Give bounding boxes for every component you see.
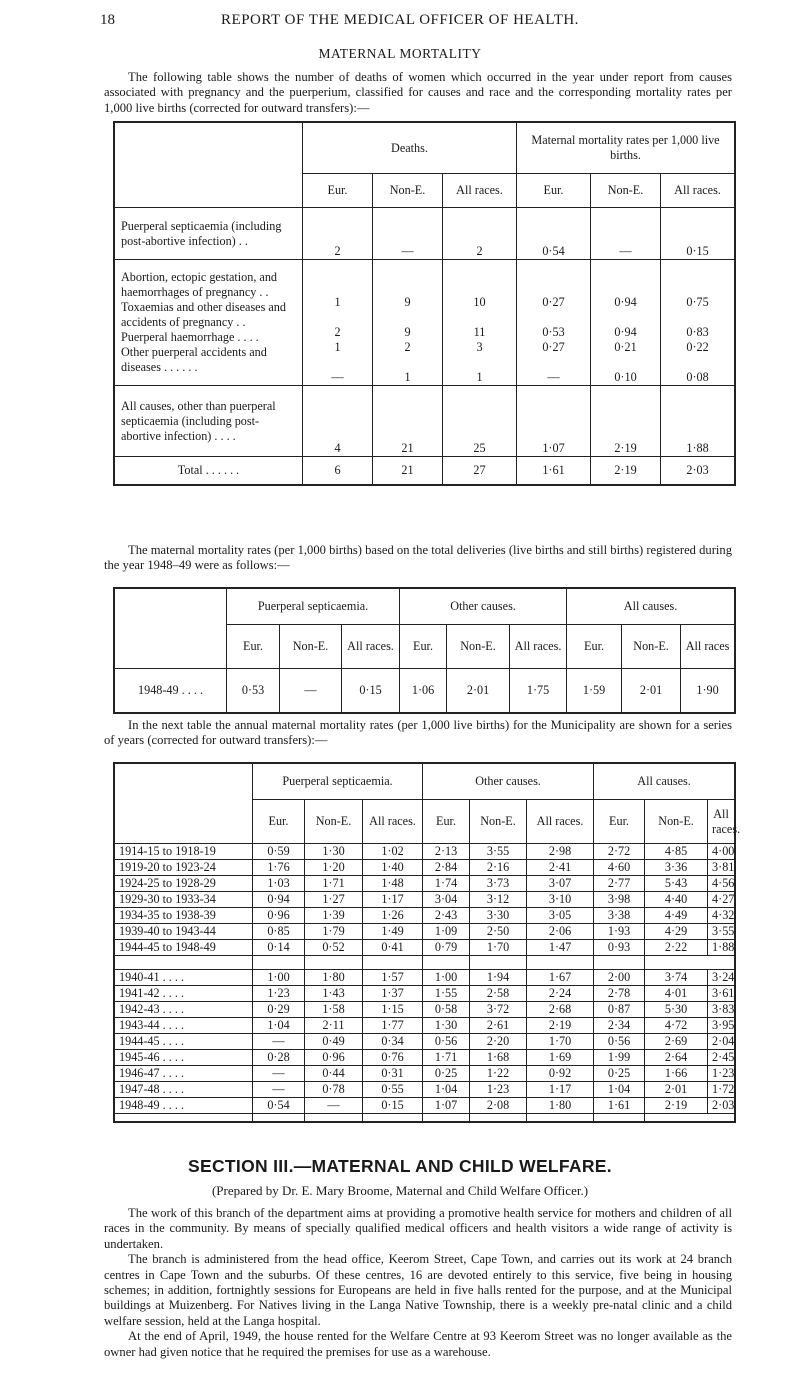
- table-row: [115, 986, 735, 1002]
- column-header: Non-E.: [305, 800, 363, 844]
- column-header: Non-E.: [280, 625, 342, 669]
- table-cell: 10 11 3 1: [443, 260, 517, 386]
- column-header: All races.: [527, 800, 594, 844]
- row-label: 1941-42 . . . .: [115, 986, 253, 1002]
- table-cell: 2·01: [645, 1082, 708, 1098]
- table-cell: 1·43: [305, 986, 363, 1002]
- table-cell: 0·75 0·83 0·22 0·08: [661, 260, 735, 386]
- table-cell: 3·12: [470, 892, 527, 908]
- column-header: Eur.: [517, 174, 591, 208]
- table-cell: 2·78: [594, 986, 645, 1002]
- row-label: 1929-30 to 1933-34: [115, 892, 253, 908]
- table-row: [115, 1066, 735, 1082]
- table-cell: 2·01: [622, 669, 681, 713]
- table-cell: 1·61: [594, 1098, 645, 1114]
- table-cell: 3·61: [708, 986, 735, 1002]
- table-cell: 4·72: [645, 1018, 708, 1034]
- table-cell: 1·75: [510, 669, 567, 713]
- paragraph-total-deliveries: The maternal mortality rates (per 1,000 births) based on the total deliveries (live births and still births) registered during the year 1948–49 were as follows:—: [104, 543, 732, 573]
- section-iii-title: SECTION III.—MATERNAL AND CHILD WELFARE.: [188, 1156, 612, 1176]
- prepared-by-note: (Prepared by Dr. E. Mary Broome, Maternal and Child Welfare Officer.): [211, 1183, 589, 1198]
- table-cell: 1·77: [363, 1018, 423, 1034]
- table-cell: 2·84: [423, 860, 470, 876]
- table1-group-rates: Maternal mortality rates per 1,000 live births.: [517, 123, 735, 174]
- table-cell: 1·00: [253, 970, 305, 986]
- table-cell: 1·39: [305, 908, 363, 924]
- table-cell: 1·71: [305, 876, 363, 892]
- table-cell: 0·49: [305, 1034, 363, 1050]
- table-cell: 0·96: [253, 908, 305, 924]
- table-cell: 0·92: [527, 1066, 594, 1082]
- table2-group-all: All causes.: [567, 589, 735, 625]
- table-cell: 2·19: [527, 1018, 594, 1034]
- table-cell: 0·31: [363, 1066, 423, 1082]
- table-cell: 1·15: [363, 1002, 423, 1018]
- table2-group-septicaemia: Puerperal septicaemia.: [227, 589, 400, 625]
- table-cell: 1·49: [363, 924, 423, 940]
- column-header: Eur.: [567, 625, 622, 669]
- table-cell: 1·80: [305, 970, 363, 986]
- table-cell: 1·74: [423, 876, 470, 892]
- table-cell: 0·94: [253, 892, 305, 908]
- table-cell: 1·68: [470, 1050, 527, 1066]
- table-cell: 3·72: [470, 1002, 527, 1018]
- table-cell: 1·26: [363, 908, 423, 924]
- table-cell: 3·04: [423, 892, 470, 908]
- table-cell: 0·52: [305, 940, 363, 956]
- table3-spacer: [115, 1114, 735, 1122]
- table-cell: 2·41: [527, 860, 594, 876]
- section-iii-paragraph: The branch is administered from the head office, Keerom Street, Cape Town, and carries out its work at 24 branch centres in Cape Town and the suburbs. Of these centres, 16 are devoted entirely to this service, five being in housing schemes; in addition, fortnightly sessions for Europeans are held in five halls rented for the purpose, and at the Municipal buildings at Muizenberg. For Natives living in the Langa Native Township, there is a weekly pre-natal clinic and a child welfare session, held at the Langa hospital.: [104, 1252, 732, 1328]
- column-header: Non-E.: [470, 800, 527, 844]
- table-cell: 2·03: [661, 457, 735, 485]
- table-cell: 1·17: [363, 892, 423, 908]
- table-cell: —: [373, 208, 443, 260]
- table-cell: 3·55: [708, 924, 735, 940]
- table-cell: 2·69: [645, 1034, 708, 1050]
- column-header: All races.: [342, 625, 400, 669]
- table-cell: 2: [303, 208, 373, 260]
- table-cell: —: [280, 669, 342, 713]
- table-row: [115, 860, 735, 876]
- table-cell: 1·80: [527, 1098, 594, 1114]
- table-cell: 3·98: [594, 892, 645, 908]
- table2-corner: [115, 589, 227, 669]
- table-cell: 1·40: [363, 860, 423, 876]
- row-label: 1939-40 to 1943-44: [115, 924, 253, 940]
- table-cell: 2·19: [591, 386, 661, 457]
- table-cell: 3·74: [645, 970, 708, 986]
- table-cell: 0·93: [594, 940, 645, 956]
- table-cell: 2·20: [470, 1034, 527, 1050]
- table-cell: 0·59: [253, 844, 305, 860]
- table-row: [115, 876, 735, 892]
- table-cell: 2·04: [708, 1034, 735, 1050]
- table-cell: 2·45: [708, 1050, 735, 1066]
- table-cell: 2·11: [305, 1018, 363, 1034]
- table-cell: 0·25: [594, 1066, 645, 1082]
- table-cell: 0·96: [305, 1050, 363, 1066]
- table-cell: 1·88: [661, 386, 735, 457]
- table1-row-total: [115, 457, 735, 485]
- table-cell: 2·72: [594, 844, 645, 860]
- column-header: Non-E.: [622, 625, 681, 669]
- paragraph-annual-rates: In the next table the annual maternal mortality rates (per 1,000 live births) for the Municipality are shown for a series of years (corrected for outward transfers):—: [104, 718, 732, 748]
- table-cell: 4·32: [708, 908, 735, 924]
- table-cell: 3·07: [527, 876, 594, 892]
- table-cell: 4·01: [645, 986, 708, 1002]
- table-cell: 1·48: [363, 876, 423, 892]
- column-header: All races.: [443, 174, 517, 208]
- table-cell: 3·05: [527, 908, 594, 924]
- report-title: REPORT OF THE MEDICAL OFFICER OF HEALTH.: [221, 12, 579, 28]
- table-cell: 1·02: [363, 844, 423, 860]
- column-header: Non-E.: [645, 800, 708, 844]
- table3-group-all: All causes.: [594, 764, 735, 800]
- table-cell: 4·29: [645, 924, 708, 940]
- table-cell: 1·00: [423, 970, 470, 986]
- section-iii-paragraph: The work of this branch of the department aims at providing a promotive health service for mothers and children of all races in the community. By means of specially qualified medical officers and health visitors a wide range of activity is undertaken.: [104, 1206, 732, 1251]
- table-cell: 1·79: [305, 924, 363, 940]
- table-cell: 0·87: [594, 1002, 645, 1018]
- table-cell: 3·55: [470, 844, 527, 860]
- column-header: Eur.: [303, 174, 373, 208]
- table-cell: 2: [443, 208, 517, 260]
- table-cell: 3·81: [708, 860, 735, 876]
- table-cell: 1·30: [423, 1018, 470, 1034]
- table-cell: 0·27 0·53 0·27 —: [517, 260, 591, 386]
- table-cell: 1·71: [423, 1050, 470, 1066]
- column-header: Eur.: [253, 800, 305, 844]
- table-row: [115, 970, 735, 986]
- table3-group-septicaemia: Puerperal septicaemia.: [253, 764, 423, 800]
- table-cell: 2·22: [645, 940, 708, 956]
- intro-paragraph: The following table shows the number of deaths of women which occurred in the year under report from causes associated with pregnancy and the puerperium, classified for causes and race and the corresponding mortality rates per 1,000 live births (corrected for outward transfers):—: [104, 70, 732, 115]
- table-cell: 0·41: [363, 940, 423, 956]
- table-cell: 2·08: [470, 1098, 527, 1114]
- section-heading-maternal-mortality: MATERNAL MORTALITY: [318, 46, 482, 61]
- column-header: Non-E.: [373, 174, 443, 208]
- table-cell: —: [591, 208, 661, 260]
- table-cell: 2·61: [470, 1018, 527, 1034]
- table-cell: 1·27: [305, 892, 363, 908]
- table-cell: —: [253, 1034, 305, 1050]
- table-cell: 0·79: [423, 940, 470, 956]
- column-header: All races.: [363, 800, 423, 844]
- table-cell: 0·25: [423, 1066, 470, 1082]
- table-cell: 3·38: [594, 908, 645, 924]
- table-row: [115, 1034, 735, 1050]
- table2-row: [115, 669, 735, 713]
- table-cell: 1·70: [527, 1034, 594, 1050]
- table-cell: 0·44: [305, 1066, 363, 1082]
- table-cell: 4·49: [645, 908, 708, 924]
- column-header: All races: [681, 625, 735, 669]
- table-cell: 21: [373, 457, 443, 485]
- table-cell: 1·23: [253, 986, 305, 1002]
- table-cell: 2·77: [594, 876, 645, 892]
- table-cell: 0·78: [305, 1082, 363, 1098]
- table-row: [115, 1002, 735, 1018]
- table-row: [115, 940, 735, 956]
- page-number: 18: [100, 12, 115, 28]
- table-cell: 2·64: [645, 1050, 708, 1066]
- table-cell: 3·24: [708, 970, 735, 986]
- table-cell: —: [253, 1066, 305, 1082]
- column-header: Eur.: [594, 800, 645, 844]
- annual-rates-table: [114, 763, 741, 1122]
- table-row: [115, 844, 735, 860]
- row-label: 1919-20 to 1923-24: [115, 860, 253, 876]
- table-cell: 0·53: [227, 669, 280, 713]
- row-label: Total . . . . . .: [115, 457, 303, 485]
- table-cell: 1·55: [423, 986, 470, 1002]
- table-cell: 0·54: [253, 1098, 305, 1114]
- table-cell: 1·90: [681, 669, 735, 713]
- table3-group-other: Other causes.: [423, 764, 594, 800]
- table-row: [115, 1098, 735, 1114]
- section-iii-paragraph: At the end of April, 1949, the house rented for the Welfare Centre at 93 Keerom Street was no longer available as the owner had given notice that he required the premises for use as a warehouse.: [104, 1329, 732, 1359]
- column-header: Eur.: [227, 625, 280, 669]
- row-label: 1944-45 . . . .: [115, 1034, 253, 1050]
- table1-row-other-causes: [115, 260, 735, 386]
- table-cell: 0·56: [423, 1034, 470, 1050]
- table-cell: 0·14: [253, 940, 305, 956]
- table-row: [115, 924, 735, 940]
- table-cell: 2·24: [527, 986, 594, 1002]
- table-cell: —: [305, 1098, 363, 1114]
- row-label: 1944-45 to 1948-49: [115, 940, 253, 956]
- table-row: [115, 892, 735, 908]
- table-cell: 0·28: [253, 1050, 305, 1066]
- table-cell: 0·55: [363, 1082, 423, 1098]
- table-cell: 4·40: [645, 892, 708, 908]
- maternal-deaths-table: [114, 122, 735, 485]
- table-cell: 2·50: [470, 924, 527, 940]
- table-cell: 2·13: [423, 844, 470, 860]
- row-label: 1934-35 to 1938-39: [115, 908, 253, 924]
- row-label: 1942-43 . . . .: [115, 1002, 253, 1018]
- table-cell: 1·76: [253, 860, 305, 876]
- table-cell: 1·04: [253, 1018, 305, 1034]
- table-cell: 4·27: [708, 892, 735, 908]
- table-cell: 0·54: [517, 208, 591, 260]
- table-cell: 3·95: [708, 1018, 735, 1034]
- table-cell: 1·70: [470, 940, 527, 956]
- table-cell: 1·93: [594, 924, 645, 940]
- table-cell: 1·59: [567, 669, 622, 713]
- table-row: [115, 1018, 735, 1034]
- table-cell: 1 2 1 —: [303, 260, 373, 386]
- row-label: 1940-41 . . . .: [115, 970, 253, 986]
- table-cell: 1·03: [253, 876, 305, 892]
- table-cell: 3·10: [527, 892, 594, 908]
- table-cell: 1·67: [527, 970, 594, 986]
- table-cell: 1·22: [470, 1066, 527, 1082]
- column-header: Non-E.: [591, 174, 661, 208]
- table-cell: 1·37: [363, 986, 423, 1002]
- table-cell: 5·30: [645, 1002, 708, 1018]
- table-cell: 1·61: [517, 457, 591, 485]
- table-cell: 6: [303, 457, 373, 485]
- table-cell: 2·06: [527, 924, 594, 940]
- table-cell: 2·00: [594, 970, 645, 986]
- row-label: 1948-49 . . . .: [115, 669, 227, 713]
- table-cell: 0·85: [253, 924, 305, 940]
- table1-row-all-causes-other: [115, 386, 735, 457]
- table-cell: 4·00: [708, 844, 735, 860]
- table-row: [115, 1050, 735, 1066]
- table-cell: 4·56: [708, 876, 735, 892]
- table-cell: —: [253, 1082, 305, 1098]
- row-label: 1914-15 to 1918-19: [115, 844, 253, 860]
- table-cell: 3·83: [708, 1002, 735, 1018]
- table1-row-septicaemia: [115, 208, 735, 260]
- table-cell: 1·20: [305, 860, 363, 876]
- table-cell: 1·17: [527, 1082, 594, 1098]
- row-label: All causes, other than puerperal septicaemia (including post- abortive infection) . . . .: [115, 386, 303, 457]
- table-cell: 1·06: [400, 669, 447, 713]
- row-label: 1948-49 . . . .: [115, 1098, 253, 1114]
- table3-corner: [115, 764, 253, 844]
- row-label: 1924-25 to 1928-29: [115, 876, 253, 892]
- column-header: Eur.: [400, 625, 447, 669]
- row-label: Puerperal septicaemia (including post-abortive infection) . .: [115, 208, 303, 260]
- table-cell: 0·15: [661, 208, 735, 260]
- table-cell: 0·15: [342, 669, 400, 713]
- table-cell: 4: [303, 386, 373, 457]
- table-cell: 9 9 2 1: [373, 260, 443, 386]
- table1-group-deaths: Deaths.: [303, 123, 517, 174]
- table-cell: 2·34: [594, 1018, 645, 1034]
- table1-corner: [115, 123, 303, 208]
- total-deliveries-table: [114, 588, 735, 713]
- table-cell: 1·94: [470, 970, 527, 986]
- table-cell: 1·47: [527, 940, 594, 956]
- table-cell: 0·29: [253, 1002, 305, 1018]
- table-cell: 1·58: [305, 1002, 363, 1018]
- table-cell: 0·56: [594, 1034, 645, 1050]
- table-cell: 0·76: [363, 1050, 423, 1066]
- table-cell: 1·23: [708, 1066, 735, 1082]
- table-cell: 21: [373, 386, 443, 457]
- table-cell: 0·94 0·94 0·21 0·10: [591, 260, 661, 386]
- table-cell: 0·15: [363, 1098, 423, 1114]
- column-header: All races.: [708, 800, 735, 844]
- column-header: Eur.: [423, 800, 470, 844]
- table-cell: 1·07: [423, 1098, 470, 1114]
- column-header: Non-E.: [447, 625, 510, 669]
- row-label: 1945-46 . . . .: [115, 1050, 253, 1066]
- table-cell: 1·88: [708, 940, 735, 956]
- table-row: [115, 908, 735, 924]
- table-cell: 5·43: [645, 876, 708, 892]
- table-cell: 2·58: [470, 986, 527, 1002]
- row-label: 1947-48 . . . .: [115, 1082, 253, 1098]
- table-cell: 1·66: [645, 1066, 708, 1082]
- table-cell: 27: [443, 457, 517, 485]
- row-label: Abortion, ectopic gestation, and haemorrhages of pregnancy . . Toxaemias and other diseases and accidents of pregnancy . . Puerperal haemorrhage . . . . Other puerperal accidents and diseases . . . . . .: [115, 260, 303, 386]
- table-cell: 3·73: [470, 876, 527, 892]
- table-cell: 3·30: [470, 908, 527, 924]
- table-cell: 2·16: [470, 860, 527, 876]
- running-header: [0, 8, 800, 34]
- table-cell: 2·19: [645, 1098, 708, 1114]
- table-cell: 2·01: [447, 669, 510, 713]
- table-cell: 2·43: [423, 908, 470, 924]
- section-iii-body: [104, 1206, 732, 1360]
- table-cell: 1·04: [423, 1082, 470, 1098]
- table-cell: 1·57: [363, 970, 423, 986]
- column-header: All races.: [661, 174, 735, 208]
- table-cell: 2·19: [591, 457, 661, 485]
- table-cell: 0·34: [363, 1034, 423, 1050]
- table-cell: 3·36: [645, 860, 708, 876]
- table-cell: 1·07: [517, 386, 591, 457]
- table-cell: 0·58: [423, 1002, 470, 1018]
- column-header: All races.: [510, 625, 567, 669]
- table-cell: 1·99: [594, 1050, 645, 1066]
- table-row: [115, 1082, 735, 1098]
- table-cell: 2·98: [527, 844, 594, 860]
- table-cell: 1·09: [423, 924, 470, 940]
- table-cell: 4·85: [645, 844, 708, 860]
- table3-spacer: [115, 956, 735, 970]
- table2-group-other: Other causes.: [400, 589, 567, 625]
- table-cell: 1·23: [470, 1082, 527, 1098]
- table-cell: 1·04: [594, 1082, 645, 1098]
- row-label: 1943-44 . . . .: [115, 1018, 253, 1034]
- table-cell: 1·72: [708, 1082, 735, 1098]
- table-cell: 2·68: [527, 1002, 594, 1018]
- table-cell: 4·60: [594, 860, 645, 876]
- table-cell: 25: [443, 386, 517, 457]
- row-label: 1946-47 . . . .: [115, 1066, 253, 1082]
- table-cell: 2·03: [708, 1098, 735, 1114]
- table-cell: 1·30: [305, 844, 363, 860]
- table-cell: 1·69: [527, 1050, 594, 1066]
